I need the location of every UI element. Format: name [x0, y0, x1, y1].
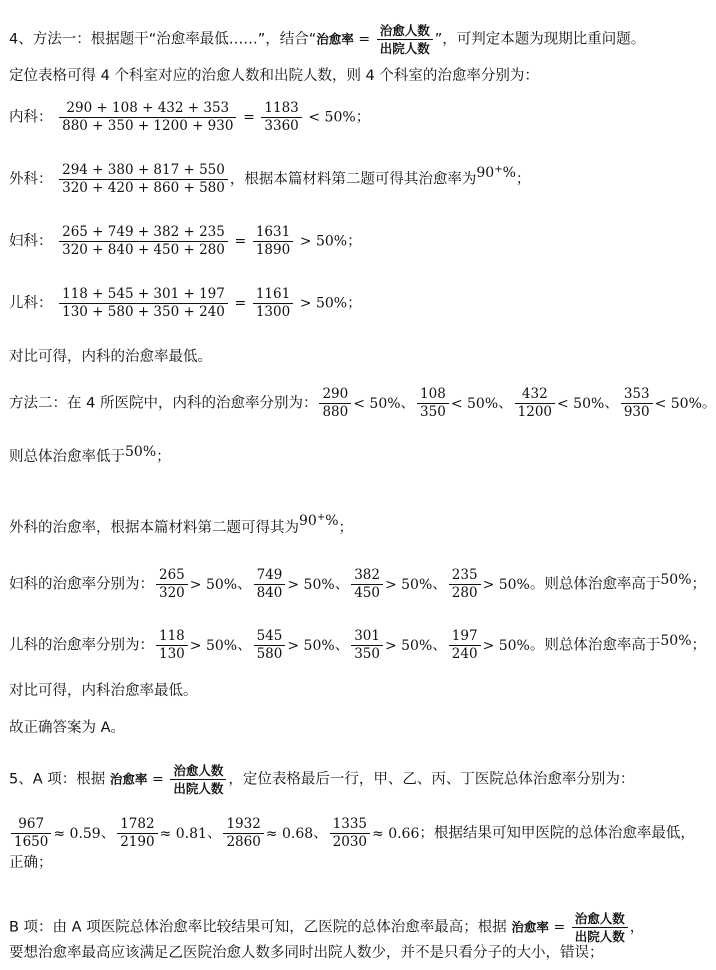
waike-end: ；: [515, 171, 531, 188]
method2-lead: 方法二：在 4 所医院中，内科的治愈率分别为：: [9, 395, 318, 412]
formula-numerator: 治愈人数: [377, 22, 433, 40]
p5-b-line2: [9, 942, 604, 964]
fuke-result-fraction: [253, 224, 293, 259]
fuke2-value: 50%: [660, 571, 692, 588]
erke2-fraction-2: [252, 628, 335, 662]
rate-label: 治愈率: [109, 771, 148, 787]
p4-table-text: 定位表格可得 4 个科室对应的治愈人数和出院人数，则 4 个科室的治愈率分别为：: [9, 68, 539, 84]
waike-sum-denominator: 320 + 420 + 860 + 580: [62, 180, 225, 196]
fraction-numerator: 290: [319, 386, 351, 404]
waike-rate-plus: +: [494, 163, 503, 175]
separator: 、: [334, 576, 350, 593]
fuke-equals: =: [234, 233, 247, 250]
separator: 、: [237, 637, 252, 654]
fraction-compare: < 50%: [557, 395, 605, 412]
fraction-compare: > 50%: [287, 637, 335, 654]
separator: 、: [313, 825, 328, 842]
fraction-denominator: 1650: [14, 834, 49, 850]
fraction-numerator: 197: [449, 628, 481, 646]
erke-sum-numerator: 118 + 545 + 301 + 197: [59, 286, 228, 304]
fraction-compare: > 50%: [384, 576, 433, 593]
neike-equals: =: [243, 109, 255, 126]
erke-sum-fraction: [59, 286, 228, 321]
waike-label: 外科：: [9, 171, 53, 188]
fraction-denominator: 580: [256, 646, 283, 662]
p5-a-row: [9, 762, 634, 797]
answer-line: [9, 717, 125, 739]
rate-formula-fraction: [170, 762, 226, 797]
fraction-numerator: 382: [351, 567, 383, 585]
waike-row: [9, 162, 530, 197]
answer-text: 故正确答案为 A。: [9, 720, 126, 736]
fraction-approx: ≈ 0.68: [265, 825, 314, 842]
neike-result-denominator: 3360: [264, 118, 299, 134]
fraction-denominator: 2030: [332, 834, 368, 850]
formula-denominator: 出院人数: [379, 41, 430, 56]
fraction-compare: > 50%: [482, 637, 530, 654]
fraction-numerator: 1335: [330, 816, 370, 834]
neike-result-fraction: [261, 100, 301, 135]
p5-a-after: ；根据结果可知甲医院的总体治愈率最低，: [419, 825, 695, 842]
p5-a-lead: 5、A 项：根据: [9, 771, 106, 788]
erke-equals: =: [234, 295, 247, 312]
fraction-denominator: 930: [623, 404, 650, 420]
fuke-tail: ；: [347, 233, 362, 250]
fraction-denominator: 320: [159, 585, 185, 601]
p5-a-fraction-4: [328, 816, 420, 850]
p5-a-tail: ，定位表格最后一行，甲、乙、丙、丁医院总体治愈率分别为：: [228, 771, 635, 788]
separator: 、: [334, 637, 350, 654]
fraction-approx: ≈ 0.59: [53, 825, 101, 842]
fraction-denominator: 880: [322, 404, 349, 420]
waike2-row: [9, 511, 353, 539]
p5-b-line2-text: 要想治愈率最高应该满足乙医院治愈人数多同时出院人数少，并不是只看分子的大小，错误；: [9, 945, 604, 961]
fuke2-tail: 。则总体治愈率高于: [529, 576, 661, 593]
p5-a-fraction-1: [9, 816, 101, 850]
lower-than-text: 则总体治愈率低于: [9, 449, 125, 465]
fuke2-row: [9, 567, 706, 602]
fraction-denominator: 840: [256, 585, 283, 601]
fraction-numerator: 432: [515, 386, 555, 404]
fuke-result-denominator: 1890: [255, 242, 291, 258]
fraction-denominator: 240: [451, 646, 478, 662]
erke2-fraction-1: [154, 628, 238, 662]
fraction-compare: < 50%: [353, 395, 401, 412]
equals-sign: =: [152, 771, 164, 788]
fuke2-fraction-1: [154, 567, 238, 601]
p4-intro-text: 4、方法一：根据题干“治愈率最低……”，结合“: [9, 31, 317, 48]
erke-compare: > 50%: [299, 295, 348, 312]
waike2-rate-plus: +: [316, 512, 326, 523]
erke-row: [9, 286, 362, 321]
neike-label: 内科：: [9, 109, 53, 126]
separator: 、: [100, 825, 116, 842]
waike2-text: 外科的治愈率，根据本篇材料第二题可得其为: [9, 520, 299, 536]
fuke-label: 妇科：: [9, 233, 53, 250]
fraction-denominator: 350: [354, 646, 380, 662]
fraction-denominator: 350: [420, 404, 446, 420]
fuke-result-numerator: 1631: [253, 224, 293, 242]
fuke-sum-denominator: 320 + 840 + 450 + 280: [62, 242, 225, 258]
fraction-numerator: 265: [156, 567, 188, 585]
waike-rate-percent: %: [502, 164, 516, 181]
fraction-denominator: 450: [354, 585, 380, 601]
rate-label: 治愈率: [511, 919, 549, 935]
fraction-compare: < 50%: [654, 395, 702, 412]
p5-b-comma: ，: [629, 919, 645, 936]
formula-numerator: 治愈人数: [572, 910, 628, 928]
fraction-compare: > 50%: [482, 576, 530, 593]
p5-b-row: [9, 910, 644, 945]
fraction-numerator: 108: [417, 386, 449, 404]
fraction-numerator: 235: [449, 567, 481, 585]
p4-line2: [9, 65, 539, 87]
waike2-rate-value: 90: [299, 513, 317, 529]
method2-fraction-1: [317, 386, 401, 420]
rate-formula-fraction: [377, 22, 433, 57]
fuke2-fraction-4: [447, 567, 530, 601]
fraction-compare: > 50%: [189, 637, 238, 654]
fraction-compare: > 50%: [189, 576, 238, 593]
erke-result-fraction: [253, 286, 293, 321]
formula-denominator: 出院人数: [173, 781, 224, 796]
fuke-compare: > 50%: [299, 233, 348, 250]
rate-formula-fraction: [572, 910, 628, 945]
fraction-denominator: 280: [451, 585, 478, 601]
fuke2-fraction-2: [252, 567, 335, 601]
equals-sign: =: [358, 31, 371, 48]
equals-sign: =: [553, 919, 566, 936]
fraction-numerator: 118: [156, 628, 188, 646]
fraction-numerator: 1932: [223, 816, 263, 834]
waike2-rate-percent: %: [325, 513, 339, 529]
waike-sum-fraction: [59, 162, 228, 197]
separator: 、: [237, 576, 252, 593]
conclusion-2: [9, 680, 198, 702]
waike-rate-value: 90: [476, 164, 495, 181]
fraction-approx: ≈ 0.66: [372, 825, 420, 842]
p5-a-fraction-2: [115, 816, 207, 850]
fraction-numerator: 967: [11, 816, 51, 834]
lower-than-end: ；: [156, 449, 171, 465]
p5-a-fractions-row: [9, 816, 695, 851]
separator: 、: [206, 825, 222, 842]
erke-result-numerator: 1161: [253, 286, 293, 304]
method2-fraction-2: [415, 386, 499, 420]
fuke-sum-fraction: [59, 224, 228, 259]
p5-b-lead: B 项：由 A 项医院总体治愈率比较结果可知，乙医院的总体治愈率最高；根据: [9, 919, 507, 936]
erke2-tail: 。则总体治愈率高于: [529, 637, 661, 654]
neike-compare: < 50%: [308, 109, 356, 126]
method2-row: [9, 386, 716, 421]
conclusion-1: [9, 346, 212, 368]
separator: 、: [432, 637, 447, 654]
neike-tail: ；: [355, 109, 371, 126]
formula-numerator: 治愈人数: [170, 762, 226, 780]
p4-line1: [9, 22, 645, 57]
fraction-denominator: 2190: [120, 834, 155, 850]
neike-sum-fraction: [59, 100, 236, 135]
fraction-approx: ≈ 0.81: [159, 825, 207, 842]
p5-a-end-row: [9, 852, 53, 874]
conclusion-1-text: 对比可得，内科的治愈率最低。: [9, 349, 212, 365]
conclusion-2-text: 对比可得，内科治愈率最低。: [9, 683, 198, 699]
neike-sum-denominator: 880 + 350 + 1200 + 930: [62, 118, 234, 134]
fraction-compare: > 50%: [384, 637, 433, 654]
lower-than-row: [9, 446, 171, 468]
fuke-row: [9, 224, 362, 259]
fraction-numerator: 1782: [117, 816, 157, 834]
fraction-numerator: 749: [254, 567, 286, 585]
waike2-end: ；: [338, 520, 354, 536]
fuke2-end: ；: [691, 576, 706, 593]
erke2-fraction-4: [447, 628, 530, 662]
erke2-value: 50%: [660, 632, 692, 649]
separator: 、: [400, 395, 416, 412]
separator: 、: [432, 576, 447, 593]
fraction-compare: > 50%: [287, 576, 335, 593]
neike-row: [9, 100, 370, 135]
fuke-sum-numerator: 265 + 749 + 382 + 235: [59, 224, 228, 242]
waike-tail-text: ，根据本篇材料第二题可得其治愈率为: [229, 171, 477, 188]
neike-result-numerator: 1183: [261, 100, 301, 118]
fraction-numerator: 353: [621, 386, 653, 404]
erke-tail: ；: [347, 295, 362, 312]
p4-intro-tail: ”，可判定本题为现期比重问题。: [434, 31, 646, 48]
erke-result-denominator: 1300: [255, 304, 291, 320]
erke2-end: ；: [691, 637, 706, 654]
fraction-numerator: 545: [254, 628, 286, 646]
erke2-lead: 儿科的治愈率分别为：: [9, 637, 154, 654]
rate-label: 治愈率: [316, 31, 354, 47]
lower-than-value: 50%: [125, 444, 157, 460]
fraction-denominator: 2860: [226, 834, 261, 850]
fraction-numerator: 301: [351, 628, 383, 646]
fuke2-lead: 妇科的治愈率分别为：: [9, 576, 154, 593]
separator: 、: [498, 395, 513, 412]
erke2-fraction-3: [349, 628, 433, 662]
method2-fraction-4: [619, 386, 702, 420]
formula-denominator: 出院人数: [574, 929, 625, 944]
erke-label: 儿科：: [9, 295, 53, 312]
erke2-row: [9, 628, 706, 663]
p5-a-fraction-3: [221, 816, 314, 850]
method2-end: 。: [701, 395, 716, 412]
fuke2-fraction-3: [349, 567, 433, 601]
fraction-compare: < 50%: [450, 395, 499, 412]
fraction-denominator: 130: [159, 646, 185, 662]
method2-fraction-3: [513, 386, 605, 420]
neike-sum-numerator: 290 + 108 + 432 + 353: [59, 100, 236, 118]
separator: 、: [604, 395, 619, 412]
waike-sum-numerator: 294 + 380 + 817 + 550: [59, 162, 228, 180]
erke-sum-denominator: 130 + 580 + 350 + 240: [62, 304, 225, 320]
p5-a-end: 正确；: [9, 855, 53, 871]
fraction-denominator: 1200: [517, 404, 552, 420]
